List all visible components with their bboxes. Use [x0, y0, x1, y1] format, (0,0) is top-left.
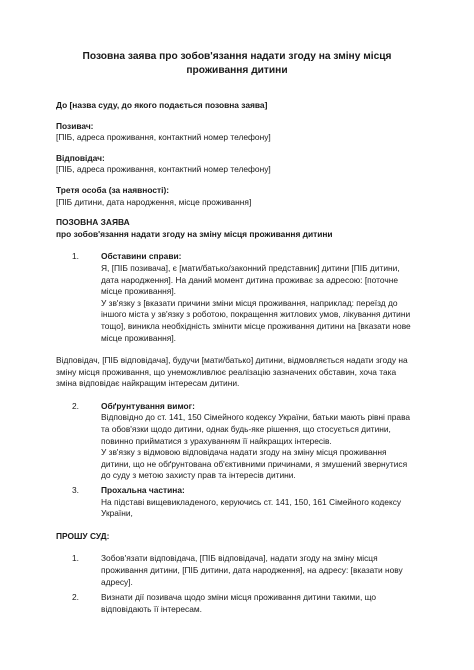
item-number: 2. [72, 400, 79, 411]
plaintiff-label: Позивач: [56, 120, 94, 131]
list-item [72, 401, 418, 482]
request-heading: ПРОШУ СУД: [56, 530, 110, 541]
section-heading: Обґрунтування вимог: [101, 400, 195, 411]
grounds-list [56, 401, 418, 520]
item-number: 2. [72, 592, 79, 603]
document-title: Позовна заява про зобов'язання надати згоду на зміну місця проживання дитини [82, 51, 392, 76]
item-number: 3. [72, 485, 79, 496]
list-item [72, 485, 418, 520]
third-party-block [56, 185, 418, 208]
court-line: До [назва суду, до якого подається позовна заява] [56, 100, 268, 110]
defendant-value: [ПІБ, адреса проживання, контактний номер телефону] [56, 164, 271, 175]
plaintiff-block [56, 121, 418, 144]
section-paragraph: Відповідно до ст. 141, 150 Сімейного кодексу України, батьки мають рівні права та обов'язки щодо дитини, однак будь-яке рішення, що стосується дитини, повинно прийматися з урахуванням її найкращих інтересів. [101, 412, 411, 446]
requests-list [56, 553, 418, 615]
request-text: Визнати дії позивача щодо зміни місця проживання дитини такими, що відповідають її інтересам. [101, 592, 377, 614]
third-party-value: [ПІБ дитини, дата народження, місце проживання] [56, 196, 252, 207]
list-item [72, 592, 418, 615]
defendant-label: Відповідач: [56, 152, 105, 163]
list-item [72, 553, 418, 588]
item-number: 1. [72, 251, 79, 262]
circumstances-list [56, 251, 418, 344]
claim-subheading: про зобов'язання надати згоду на зміну місця проживання дитини [56, 228, 333, 239]
item-number: 1. [72, 553, 79, 564]
section-paragraph: На підставі вищевикладеного, керуючись ст. 141, 150, 161 Сімейного кодексу України, [101, 496, 402, 519]
third-party-label: Третя особа (за наявності): [56, 184, 170, 195]
request-text: Зобов'язати відповідача, [ПІБ відповідача], надати згоду на зміну місця проживання дитини, [ПІБ дитини, дата народження], на адресу: [вказати нову адресу]. [101, 553, 403, 587]
list-item [72, 251, 418, 344]
section-paragraph: У зв'язку з відмовою відповідача надати згоду на зміну місця проживання дитини, що не обґрунтована об'єктивними причинами, я змушений звернутися до суду з метою захисту прав та інтересів дитини. [101, 447, 408, 481]
plaintiff-value: [ПІБ, адреса проживання, контактний номер телефону] [56, 132, 271, 143]
section-paragraph: Я, [ПІБ позивача], є [мати/батько/законний представник] дитини [ПІБ дитини, дата народження]. На даний момент дитина проживає за адресою: [поточне місце проживання]. [101, 262, 400, 297]
section-paragraph: У зв'язку з [вказати причини зміни місця проживання, наприклад: переїзд до іншого міста у зв'язку з роботою, покращення житлових умов, лікування дитини тощо], виникла необхідність змінити місце проживання дитини на [вказати нове місце проживання]. [101, 297, 411, 343]
refusal-paragraph: Відповідач, [ПІБ відповідача], будучи [мати/батько] дитини, відмовляється надати згоду на зміну місця проживання, що унеможливлює реалізацію зазначених обставин, хоча така зміна відповідає найкращим інтересам дитини. [56, 355, 408, 389]
section-heading: Обставини справи: [101, 251, 182, 262]
claim-heading: ПОЗОВНА ЗАЯВА [56, 217, 130, 228]
defendant-block [56, 153, 418, 176]
section-heading: Прохальна частина: [101, 485, 185, 496]
